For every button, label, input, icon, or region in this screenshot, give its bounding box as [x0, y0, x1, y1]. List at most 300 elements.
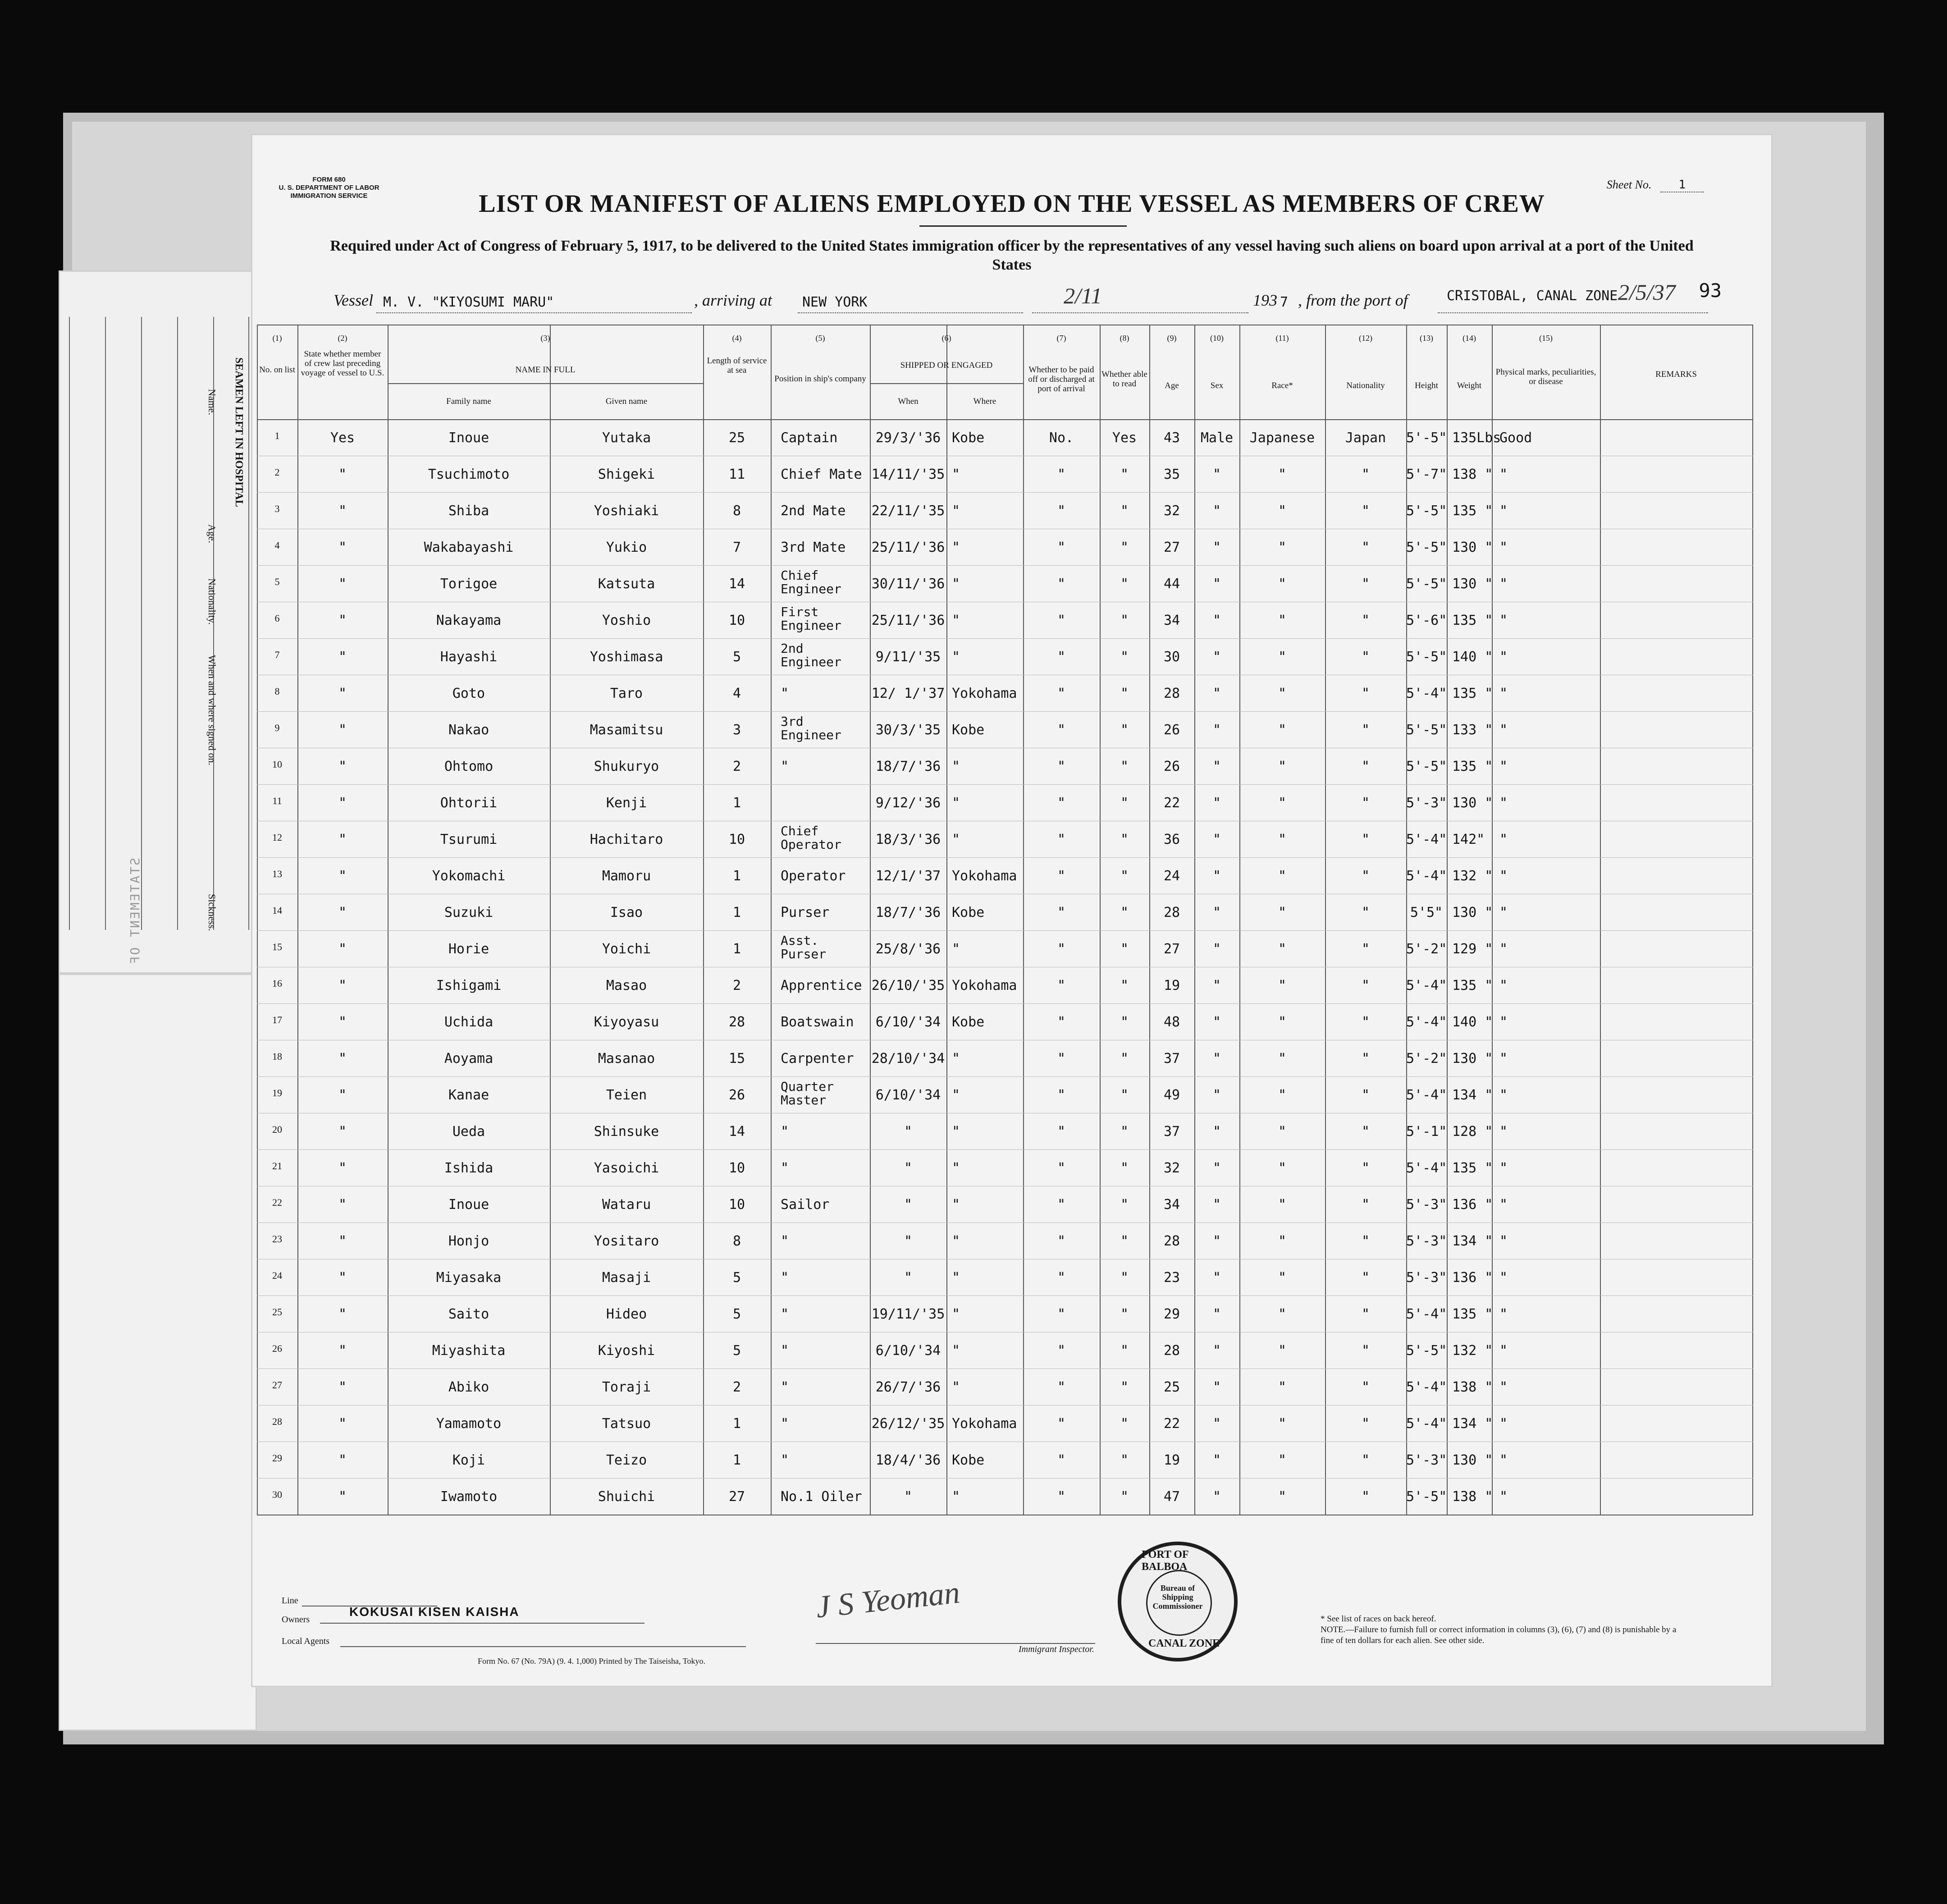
nationality: "	[1361, 649, 1370, 665]
race: "	[1278, 1051, 1287, 1066]
sex: "	[1212, 978, 1221, 993]
col-border	[946, 325, 947, 1515]
nationality: Japan	[1345, 430, 1386, 446]
nationality: "	[1361, 1051, 1370, 1066]
family-name: Horie	[448, 941, 489, 957]
position: "	[781, 759, 789, 774]
hdr-family-name: Family name	[446, 397, 491, 406]
title-rule	[919, 225, 1127, 227]
paid-off: "	[1057, 503, 1066, 519]
col-num-11: (11)	[1275, 334, 1289, 343]
port-of-balboa-stamp	[1118, 1542, 1238, 1661]
year-digit: 7	[1280, 294, 1289, 310]
nationality: "	[1361, 868, 1370, 884]
hdr-given-name: Given name	[605, 397, 648, 406]
given-name: Teien	[606, 1087, 647, 1103]
weight: 130 "	[1452, 576, 1493, 592]
weight: 134 "	[1452, 1087, 1493, 1103]
able-to-read: "	[1120, 832, 1129, 847]
age: 32	[1163, 503, 1180, 519]
vessel-label: Vessel	[334, 291, 373, 309]
race: "	[1278, 1306, 1287, 1322]
nationality: "	[1361, 941, 1370, 957]
name-subrule	[388, 383, 703, 384]
paid-off: "	[1057, 686, 1066, 701]
position: Quarter Master	[781, 1079, 834, 1108]
physical-marks: "	[1499, 1416, 1508, 1432]
age: 32	[1163, 1160, 1180, 1176]
age: 22	[1163, 1416, 1180, 1432]
age: 34	[1163, 1197, 1180, 1213]
position: Sailor	[781, 1197, 830, 1213]
length-of-service: 2	[732, 978, 741, 993]
weight: 134 "	[1452, 1416, 1493, 1432]
shipped-where: Yokohama	[952, 1416, 1017, 1432]
physical-marks: "	[1499, 576, 1508, 592]
weight: 136 "	[1452, 1270, 1493, 1286]
shipped-when: 25/11/'36	[871, 613, 945, 628]
previous-voyage: "	[338, 868, 347, 884]
weight: 135 "	[1452, 613, 1493, 628]
footnote	[1321, 1614, 1681, 1646]
physical-marks: "	[1499, 795, 1508, 811]
age: 49	[1163, 1087, 1180, 1103]
nationality: "	[1361, 759, 1370, 774]
nationality: "	[1361, 576, 1370, 592]
row-number: 21	[272, 1160, 282, 1172]
shipped-where: "	[952, 1489, 960, 1505]
hdr-age: Age	[1165, 381, 1179, 390]
hdr-length-service: Length of service at sea	[707, 356, 767, 375]
hdr-weight: Weight	[1457, 381, 1482, 390]
height: 5'-3"	[1406, 1452, 1447, 1468]
paid-off: "	[1057, 540, 1066, 555]
col-num-2: (2)	[338, 334, 347, 343]
family-name: Ishida	[444, 1160, 494, 1176]
length-of-service: 27	[728, 1489, 745, 1505]
nationality: "	[1361, 1124, 1370, 1140]
arrival-port: NEW YORK	[802, 294, 868, 310]
sex: "	[1212, 1452, 1221, 1468]
previous-voyage: "	[338, 1233, 347, 1249]
given-name: Shigeki	[598, 467, 655, 482]
sex: "	[1212, 1087, 1221, 1103]
given-name: Tatsuo	[602, 1416, 651, 1432]
able-to-read: "	[1120, 1379, 1129, 1395]
race: "	[1278, 941, 1287, 957]
physical-marks: "	[1499, 832, 1508, 847]
able-to-read: "	[1120, 941, 1129, 957]
sex: "	[1212, 503, 1221, 519]
length-of-service: 1	[732, 1452, 741, 1468]
weight: 134 "	[1452, 1233, 1493, 1249]
able-to-read: "	[1120, 1160, 1129, 1176]
height: 5'-4"	[1406, 1379, 1447, 1395]
shipped-when: 18/4/'36	[875, 1452, 941, 1468]
previous-voyage: "	[338, 1343, 347, 1359]
paid-off: "	[1057, 868, 1066, 884]
col-num-15: (15)	[1539, 334, 1553, 343]
row-rule	[257, 1149, 1753, 1150]
previous-voyage: "	[338, 722, 347, 738]
col-border	[1447, 325, 1448, 1515]
position: Captain	[781, 430, 838, 446]
given-name: Yositaro	[594, 1233, 659, 1249]
shipped-where: "	[952, 1233, 960, 1249]
given-name: Isao	[610, 905, 643, 920]
col-num-12: (12)	[1359, 334, 1372, 343]
shipped-when: 22/11/'35	[871, 503, 945, 519]
height: 5'-5"	[1406, 540, 1447, 555]
race: "	[1278, 1124, 1287, 1140]
row-number: 11	[272, 795, 282, 806]
length-of-service: 10	[728, 1197, 745, 1213]
paid-off: "	[1057, 759, 1066, 774]
nationality: "	[1361, 1343, 1370, 1359]
paid-off: "	[1057, 1087, 1066, 1103]
length-of-service: 26	[728, 1087, 745, 1103]
nationality: "	[1361, 613, 1370, 628]
length-of-service: 5	[732, 649, 741, 665]
given-name: Yoshiaki	[594, 503, 659, 519]
header-bottom-rule	[257, 419, 1753, 420]
able-to-read: "	[1120, 1051, 1129, 1066]
able-to-read: "	[1120, 686, 1129, 701]
row-number: 24	[272, 1270, 282, 1281]
given-name: Yasoichi	[594, 1160, 659, 1176]
family-name: Yamamoto	[436, 1416, 502, 1432]
flap-divider	[141, 317, 142, 930]
form-service: IMMIGRATION SERVICE	[290, 192, 368, 200]
hdr-physical: Physical marks, peculiarities, or disease	[1495, 367, 1596, 386]
length-of-service: 25	[728, 430, 745, 446]
hdr-name-in-full: NAME IN FULL	[515, 365, 576, 375]
height: 5'5"	[1410, 905, 1443, 920]
able-to-read: "	[1120, 613, 1129, 628]
position: Chief Engineer	[781, 568, 841, 596]
physical-marks: "	[1499, 1051, 1508, 1066]
col-num-8: (8)	[1120, 334, 1129, 343]
row-number: 10	[272, 759, 282, 770]
able-to-read: "	[1120, 759, 1129, 774]
age: 26	[1163, 759, 1180, 774]
col-num-3: (3)	[540, 334, 550, 343]
height: 5'-5"	[1406, 759, 1447, 774]
flap-name-label: Name.	[206, 389, 218, 416]
family-name: Saito	[448, 1306, 489, 1322]
hdr-nationality: Nationality	[1346, 381, 1385, 390]
row-number: 5	[274, 576, 280, 587]
sex: "	[1212, 1160, 1221, 1176]
position: "	[781, 1124, 789, 1140]
nationality: "	[1361, 1160, 1370, 1176]
sex: "	[1212, 1124, 1221, 1140]
age: 28	[1163, 1343, 1180, 1359]
given-name: Mamoru	[602, 868, 651, 884]
family-name: Iwamoto	[440, 1489, 498, 1505]
family-name: Kanae	[448, 1087, 489, 1103]
nationality: "	[1361, 1489, 1370, 1505]
able-to-read: "	[1120, 905, 1129, 920]
length-of-service: 10	[728, 613, 745, 628]
height: 5'-4"	[1406, 868, 1447, 884]
previous-voyage: "	[338, 905, 347, 920]
able-to-read: "	[1120, 1197, 1129, 1213]
stamp-bottom-text: CANAL ZONE	[1148, 1638, 1220, 1649]
races-note: * See list of races on back hereof.	[1321, 1614, 1436, 1624]
shipped-where: "	[952, 1270, 960, 1286]
length-of-service: 7	[732, 540, 741, 555]
height: 5'-4"	[1406, 978, 1447, 993]
weight: 130 "	[1452, 1452, 1493, 1468]
able-to-read: "	[1120, 868, 1129, 884]
shipped-when: 30/3/'35	[875, 722, 941, 738]
weight: 128 "	[1452, 1124, 1493, 1140]
col-border	[771, 325, 772, 1515]
position: 3rd Mate	[781, 540, 846, 555]
paid-off: "	[1057, 1452, 1066, 1468]
previous-voyage: "	[338, 1452, 347, 1468]
weight: 135 "	[1452, 1160, 1493, 1176]
shipped-where: "	[952, 832, 960, 847]
nationality: "	[1361, 1087, 1370, 1103]
able-to-read: "	[1120, 540, 1129, 555]
paid-off: "	[1057, 1160, 1066, 1176]
physical-marks: "	[1499, 722, 1508, 738]
position: "	[781, 1306, 789, 1322]
previous-voyage: "	[338, 649, 347, 665]
owners-rule	[320, 1623, 644, 1624]
family-name: Suzuki	[444, 905, 494, 920]
position: Chief Mate	[781, 467, 862, 482]
age: 19	[1163, 1452, 1180, 1468]
family-name: Ueda	[452, 1124, 485, 1140]
sheet-label: Sheet No.	[1606, 178, 1652, 191]
shipped-where: Yokohama	[952, 686, 1017, 701]
paid-off: "	[1057, 832, 1066, 847]
age: 27	[1163, 540, 1180, 555]
sex: "	[1212, 613, 1221, 628]
physical-marks: "	[1499, 1087, 1508, 1103]
age: 19	[1163, 978, 1180, 993]
given-name: Kiyoshi	[598, 1343, 655, 1359]
length-of-service: 5	[732, 1306, 741, 1322]
able-to-read: "	[1120, 1416, 1129, 1432]
shipped-when: 25/11/'36	[871, 540, 945, 555]
flap-divider	[248, 317, 249, 930]
nationality: "	[1361, 1197, 1370, 1213]
flap-sickness-label: Sickness.	[206, 894, 218, 931]
given-name: Toraji	[602, 1379, 651, 1395]
position: "	[781, 1160, 789, 1176]
row-rule	[257, 1368, 1753, 1369]
given-name: Masamitsu	[590, 722, 663, 738]
previous-voyage: "	[338, 467, 347, 482]
previous-voyage: "	[338, 1489, 347, 1505]
physical-marks: "	[1499, 759, 1508, 774]
height: 5'-4"	[1406, 1416, 1447, 1432]
shipped-when: 12/1/'37	[875, 868, 941, 884]
given-name: Shukuryo	[594, 759, 659, 774]
shipped-when: 26/7/'36	[875, 1379, 941, 1395]
nationality: "	[1361, 686, 1370, 701]
paid-off: "	[1057, 1489, 1066, 1505]
height: 5'-1"	[1406, 1124, 1447, 1140]
race: "	[1278, 868, 1287, 884]
sex: "	[1212, 832, 1221, 847]
family-name: Ohtomo	[444, 759, 494, 774]
given-name: Masanao	[598, 1051, 655, 1066]
length-of-service: 10	[728, 832, 745, 847]
length-of-service: 11	[728, 467, 745, 482]
col-num-10: (10)	[1210, 334, 1224, 343]
family-name: Honjo	[448, 1233, 489, 1249]
form-number: FORM 680	[312, 176, 346, 183]
nationality: "	[1361, 1306, 1370, 1322]
row-rule	[257, 1295, 1753, 1296]
able-to-read: "	[1120, 576, 1129, 592]
age: 28	[1163, 905, 1180, 920]
shipped-where: "	[952, 503, 960, 519]
shipped-where: Kobe	[952, 905, 985, 920]
line-label: Line	[282, 1596, 298, 1606]
physical-marks: "	[1499, 978, 1508, 993]
family-name: Miyashita	[432, 1343, 506, 1359]
row-rule	[257, 1076, 1753, 1077]
row-number: 7	[274, 649, 280, 660]
row-number: 25	[272, 1306, 282, 1318]
row-number: 28	[272, 1416, 282, 1427]
given-name: Yutaka	[602, 430, 651, 446]
weight: 133 "	[1452, 722, 1493, 738]
previous-voyage: "	[338, 1197, 347, 1213]
physical-marks: "	[1499, 1197, 1508, 1213]
nationality: "	[1361, 795, 1370, 811]
shipped-when: 18/3/'36	[875, 832, 941, 847]
height: 5'-5"	[1406, 649, 1447, 665]
paid-off: "	[1057, 649, 1066, 665]
inspector-label: Immigrant Inspector.	[1019, 1644, 1094, 1654]
able-to-read: "	[1120, 1233, 1129, 1249]
nationality: "	[1361, 1452, 1370, 1468]
height: 5'-5"	[1406, 503, 1447, 519]
shipped-when: 6/10/'34	[875, 1343, 941, 1359]
paid-off: "	[1057, 1416, 1066, 1432]
from-port: CRISTOBAL, CANAL ZONE	[1447, 288, 1618, 304]
shipped-where: Yokohama	[952, 868, 1017, 884]
flap-title: SEAMEN LEFT IN HOSPITAL	[233, 357, 245, 507]
able-to-read: "	[1120, 649, 1129, 665]
shipped-when: 29/3/'36	[875, 430, 941, 446]
family-name: Miyasaka	[436, 1270, 502, 1286]
arriving-label: , arriving at	[694, 291, 772, 309]
row-number: 4	[274, 540, 280, 551]
position: "	[781, 1452, 789, 1468]
paid-off: "	[1057, 1197, 1066, 1213]
shipped-when: 26/12/'35	[871, 1416, 945, 1432]
given-name: Teizo	[606, 1452, 647, 1468]
age: 26	[1163, 722, 1180, 738]
race: "	[1278, 905, 1287, 920]
length-of-service: 2	[732, 1379, 741, 1395]
shipped-where: "	[952, 467, 960, 482]
weight: 138 "	[1452, 1379, 1493, 1395]
given-name: Shuichi	[598, 1489, 655, 1505]
paid-off: "	[1057, 1270, 1066, 1286]
weight: 135 "	[1452, 686, 1493, 701]
race: "	[1278, 1197, 1287, 1213]
length-of-service: 8	[732, 503, 741, 519]
age: 43	[1163, 430, 1180, 446]
length-of-service: 1	[732, 868, 741, 884]
position: "	[781, 686, 789, 701]
family-name: Hayashi	[440, 649, 498, 665]
row-number: 30	[272, 1489, 282, 1500]
age: 34	[1163, 613, 1180, 628]
physical-marks: "	[1499, 868, 1508, 884]
weight: 136 "	[1452, 1197, 1493, 1213]
physical-marks: "	[1499, 649, 1508, 665]
shipped-where: "	[952, 795, 960, 811]
paid-off: No.	[1049, 430, 1074, 446]
previous-voyage: "	[338, 1014, 347, 1030]
sex: Male	[1200, 430, 1234, 446]
age: 28	[1163, 686, 1180, 701]
sex: "	[1212, 941, 1221, 957]
previous-voyage: "	[338, 576, 347, 592]
row-number: 20	[272, 1124, 282, 1135]
page-mark: 93	[1699, 279, 1722, 302]
physical-marks: "	[1499, 1489, 1508, 1505]
sex: "	[1212, 1233, 1221, 1249]
nationality: "	[1361, 1416, 1370, 1432]
nationality: "	[1361, 905, 1370, 920]
nationality: "	[1361, 978, 1370, 993]
shipped-when: "	[904, 1160, 913, 1176]
position: Operator	[781, 868, 846, 884]
shipped-when: 9/12/'36	[875, 795, 941, 811]
sex: "	[1212, 795, 1221, 811]
height: 5'-3"	[1406, 1233, 1447, 1249]
shipped-when: "	[904, 1270, 913, 1286]
previous-voyage: "	[338, 1087, 347, 1103]
flap-age-label: Age.	[206, 524, 218, 544]
paid-off: "	[1057, 1379, 1066, 1395]
row-number: 12	[272, 832, 282, 843]
col-num-6: (6)	[942, 334, 951, 343]
sex: "	[1212, 576, 1221, 592]
position: Asst. Purser	[781, 933, 827, 961]
able-to-read: "	[1120, 1014, 1129, 1030]
weight: 135 "	[1452, 1306, 1493, 1322]
physical-marks: "	[1499, 1233, 1508, 1249]
family-name: Tsurumi	[440, 832, 498, 847]
sex: "	[1212, 1051, 1221, 1066]
race: "	[1278, 1087, 1287, 1103]
race: "	[1278, 1233, 1287, 1249]
physical-marks: Good	[1499, 430, 1532, 446]
row-rule	[257, 711, 1753, 712]
row-rule	[257, 492, 1753, 493]
race: "	[1278, 722, 1287, 738]
col-num-14: (14)	[1463, 334, 1476, 343]
age: 48	[1163, 1014, 1180, 1030]
hdr-able-read: Whether able to read	[1101, 370, 1147, 389]
previous-voyage: "	[338, 1416, 347, 1432]
weight: 140 "	[1452, 649, 1493, 665]
position: Chief Operator	[781, 824, 841, 852]
height: 5'-3"	[1406, 1197, 1447, 1213]
